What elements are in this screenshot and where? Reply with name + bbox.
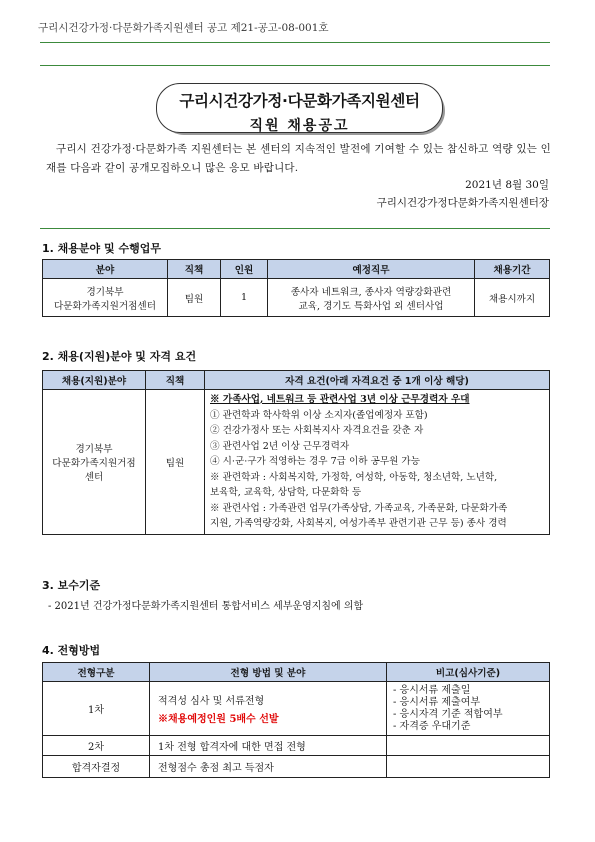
note-item: - 자격증 우대기준 bbox=[393, 720, 471, 732]
period-cell: 채용시까지 bbox=[475, 279, 550, 317]
col-period: 채용기간 bbox=[475, 260, 550, 279]
duty-cell bbox=[268, 279, 475, 317]
req-item: ② 건강가정사 또는 사회복지사 자격요건을 갖춘 자 bbox=[210, 425, 424, 436]
col-method: 전형 방법 및 분야 bbox=[150, 663, 387, 682]
field-cell bbox=[43, 279, 168, 317]
salary-text: - 2021년 건강가정다문화가족지원센터 통합서비스 세부운영지침에 의함 bbox=[48, 601, 364, 612]
field-line: 센터 bbox=[84, 471, 104, 483]
notice-date: 2021년 8월 30일 bbox=[465, 179, 549, 191]
notes-cell bbox=[387, 736, 550, 756]
section4-table bbox=[42, 662, 550, 778]
col-position: 직책 bbox=[168, 260, 221, 279]
section2-heading: 2. 채용(지원)분야 및 자격 요건 bbox=[42, 350, 197, 363]
section-divider bbox=[40, 228, 550, 229]
req-item: ① 관련학과 학사학위 이상 소지자(졸업예정자 포함) bbox=[210, 409, 428, 421]
note-item: - 응시자격 기준 적합여부 bbox=[393, 708, 503, 720]
col-notes: 비고(심사기준) bbox=[387, 663, 550, 682]
field-cell bbox=[43, 390, 146, 535]
req-item: ④ 시·군·구가 적영하는 경우 7급 이하 공무원 가능 bbox=[210, 456, 420, 467]
req-item: 지원, 가족역량강화, 사회복지, 여성가족부 관련기관 근무 등) 종사 경력 bbox=[210, 518, 507, 529]
table-row bbox=[43, 390, 550, 535]
field-line: 다문화가족지원거점센터 bbox=[54, 300, 156, 312]
method-cell: 1차 전형 합격자에 대한 면접 전형 bbox=[150, 736, 387, 756]
method-line: 적격성 심사 및 서류전형 bbox=[158, 696, 265, 707]
title-divider bbox=[40, 65, 550, 66]
position-cell: 팀원 bbox=[168, 279, 221, 317]
req-item: ※ 관련사업 : 가족관련 업무(가족상담, 가족교육, 가족문화, 다문화가족 bbox=[210, 502, 508, 514]
stage-cell: 합격자결정 bbox=[43, 756, 150, 778]
count-cell: 1 bbox=[221, 279, 268, 317]
col-field: 분야 bbox=[43, 260, 168, 279]
table-row bbox=[43, 279, 550, 317]
table-row bbox=[43, 682, 550, 736]
notes-cell bbox=[387, 682, 550, 736]
stage-cell: 2차 bbox=[43, 736, 150, 756]
col-field: 채용(지원)분야 bbox=[43, 371, 146, 390]
note-item: - 응시서류 제출여부 bbox=[393, 696, 481, 708]
note-item: - 응시서류 제출일 bbox=[393, 684, 471, 696]
title-box bbox=[156, 83, 443, 133]
requirements-cell bbox=[205, 390, 550, 535]
col-position: 직책 bbox=[146, 371, 205, 390]
section4-heading: 4. 전형방법 bbox=[42, 644, 101, 657]
col-duty: 예정직무 bbox=[268, 260, 475, 279]
position-cell: 팀원 bbox=[146, 390, 205, 535]
field-line: 경기북부 bbox=[86, 286, 124, 298]
section2-table bbox=[42, 370, 550, 535]
section1-heading: 1. 채용분야 및 수행업무 bbox=[42, 242, 161, 255]
notes-cell bbox=[387, 756, 550, 778]
duty-line: 종사자 네트워크, 종사자 역량강화관련 bbox=[290, 286, 452, 298]
title-line2: 직원 채용공고 bbox=[249, 118, 350, 134]
col-stage: 전형구분 bbox=[43, 663, 150, 682]
field-line: 다문화가족지원거점 bbox=[52, 457, 136, 469]
method-cell: 전형점수 총점 최고 득점자 bbox=[150, 756, 387, 778]
col-count: 인원 bbox=[221, 260, 268, 279]
req-item: ※ 관련학과 : 사회복지학, 가정학, 여성학, 아동학, 청소년학, 노년학, bbox=[210, 471, 498, 483]
title-line1: 구리시건강가정·다문화가족지원센터 bbox=[179, 92, 420, 110]
section3-heading: 3. 보수기준 bbox=[42, 579, 101, 592]
top-divider bbox=[40, 42, 550, 43]
method-cell bbox=[150, 682, 387, 736]
intro-text: 구리시 건강가정·다문화가족 지원센터는 본 센터의 지속적인 발전에 기여할 수 있는 참신하고 역량 있는 인재를 다음과 같이 공개모집하오니 많은 응모 바랍니다. bbox=[46, 143, 551, 174]
table-row bbox=[43, 736, 550, 756]
table-row bbox=[43, 756, 550, 778]
duty-line: 교육, 경기도 특화사업 외 센터사업 bbox=[298, 300, 444, 312]
section1-table bbox=[42, 259, 550, 317]
req-priority: ※ 가족사업, 네트워크 등 관련사업 3년 이상 근무경력자 우대 bbox=[210, 394, 470, 405]
notice-number: 구리시건강가정·다문화가족지원센터 공고 제21-공고-08-001호 bbox=[38, 22, 329, 34]
method-highlight: ※채용예정인원 5배수 선발 bbox=[158, 714, 279, 725]
col-requirements: 자격 요건(아래 자격요건 중 1개 이상 해당) bbox=[205, 371, 550, 390]
req-item: 보육학, 교육학, 상담학, 다문화학 등 bbox=[210, 487, 362, 498]
stage-cell: 1차 bbox=[43, 682, 150, 736]
field-line: 경기북부 bbox=[75, 443, 113, 455]
signature: 구리시건강가정다문화가족지원센터장 bbox=[376, 197, 549, 209]
req-item: ③ 관련사업 2년 이상 근무경력자 bbox=[210, 440, 350, 452]
